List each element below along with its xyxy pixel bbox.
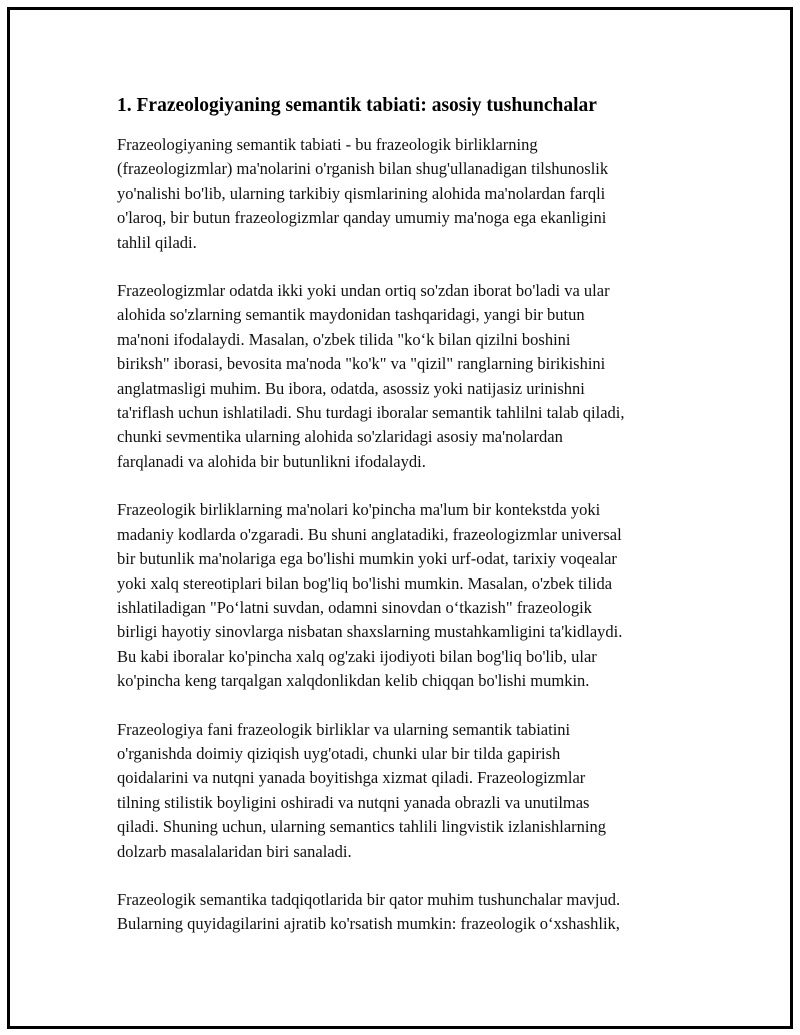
- paragraph-line: dolzarb masalalaridan biri sanaladi.: [117, 841, 352, 861]
- paragraph-line: ma'noni ifodalaydi. Masalan, o'zbek tilida "ko‘k bilan qizilni boshini: [117, 329, 571, 349]
- paragraph-line: Frazeologiyaning semantik tabiati - bu frazeologik birliklarning: [117, 135, 538, 154]
- paragraph-line: chunki sevmentika ularning alohida so'zlaridagi asosiy ma'nolardan: [117, 427, 563, 447]
- paragraph-line: bir butunlik ma'nolariga ega bo'lishi mumkin yoki urf-odat, tarixiy voqealar: [117, 549, 617, 569]
- paragraph-line: ishlatiladigan "Po‘latni suvdan, odamni sinovdan o‘tkazish" frazeologik: [117, 597, 592, 617]
- paragraph-line: ta'riflash uchun ishlatiladi. Shu turdagi iboralar semantik tahlilni talab qiladi,: [117, 403, 625, 423]
- paragraph-line: o'laroq, bir butun frazeologizmlar qanday umumiy ma'noga ega ekanligini: [117, 208, 607, 228]
- paragraph-line: Frazeologik semantika tadqiqotlarida bir qator muhim tushunchalar mavjud.: [117, 889, 621, 909]
- paragraph-line: farqlanadi va alohida bir butunlikni ifodalaydi.: [117, 451, 426, 471]
- paragraph-line: Bu kabi iboralar ko'pincha xalq og'zaki ijodiyoti bilan bog'liq bo'lib, ular: [117, 646, 597, 666]
- paragraph-line: qiladi. Shuning uchun, ularning semantics tahlili lingvistik izlanishlarning: [117, 817, 606, 837]
- paragraph-line: birligi hayotiy sinovlarga nisbatan shaxslarning mustahkamligini ta'kidlaydi.: [117, 622, 623, 642]
- paragraph-line: tahlil qiladi.: [117, 232, 197, 252]
- paragraph-line: Frazeologizmlar odatda ikki yoki undan ortiq so'zdan iborat bo'ladi va ular: [117, 281, 610, 301]
- paragraph-line: madaniy kodlarda o'zgaradi. Bu shuni anglatadiki, frazeologizmlar universal: [117, 524, 622, 544]
- paragraph-line: anglatmasligi muhim. Bu ibora, odatda, asossiz yoki natijasiz urinishni: [117, 378, 585, 398]
- paragraph-line: ko'pincha keng tarqalgan xalqdonlikdan kelib chiqqan bo'lishi mumkin.: [117, 671, 590, 691]
- paragraph-line: (frazeologizmlar) ma'nolarini o'rganish bilan shug'ullanadigan tilshunoslik: [117, 159, 609, 179]
- paragraph-1: [117, 133, 692, 255]
- paragraph-line: qoidalarini va nutqni yanada boyitishga xizmat qiladi. Frazeologizmlar: [117, 768, 586, 788]
- paragraph-line: yoki xalq stereotiplari bilan bog'liq bo'lishi mumkin. Masalan, o'zbek tilida: [117, 573, 613, 593]
- paragraph-line: alohida so'zlarning semantik maydonidan tashqaridagi, yangi bir butun: [117, 305, 585, 325]
- paragraph-line: Bularning quyidagilarini ajratib ko'rsatish mumkin: frazeologik o‘xshashlik,: [117, 914, 620, 934]
- paragraph-3: [117, 498, 692, 693]
- section-heading: 1. Frazeologiyaning semantik tabiati: asosiy tushunchalar: [117, 95, 597, 116]
- document-body: [117, 93, 692, 961]
- paragraph-line: yo'nalishi bo'lib, ularning tarkibiy qismlarining alohida ma'nolardan farqli: [117, 183, 606, 203]
- paragraph-2: [117, 279, 692, 474]
- paragraph-4: [117, 718, 692, 864]
- paragraph-line: biriksh" iborasi, bevosita ma'noda "ko'k" va "qizil" ranglarning birikishini: [117, 354, 606, 374]
- paragraph-line: Frazeologik birliklarning ma'nolari ko'pincha ma'lum bir kontekstda yoki: [117, 500, 601, 520]
- paragraph-line: Frazeologiya fani frazeologik birliklar va ularning semantik tabiatini: [117, 719, 571, 739]
- paragraph-5: [117, 888, 692, 937]
- paragraph-line: o'rganishda doimiy qiziqish uyg'otadi, chunki ular bir tilda gapirish: [117, 743, 561, 763]
- paragraph-line: tilning stilistik boyligini oshiradi va nutqni yanada obrazli va unutilmas: [117, 792, 590, 812]
